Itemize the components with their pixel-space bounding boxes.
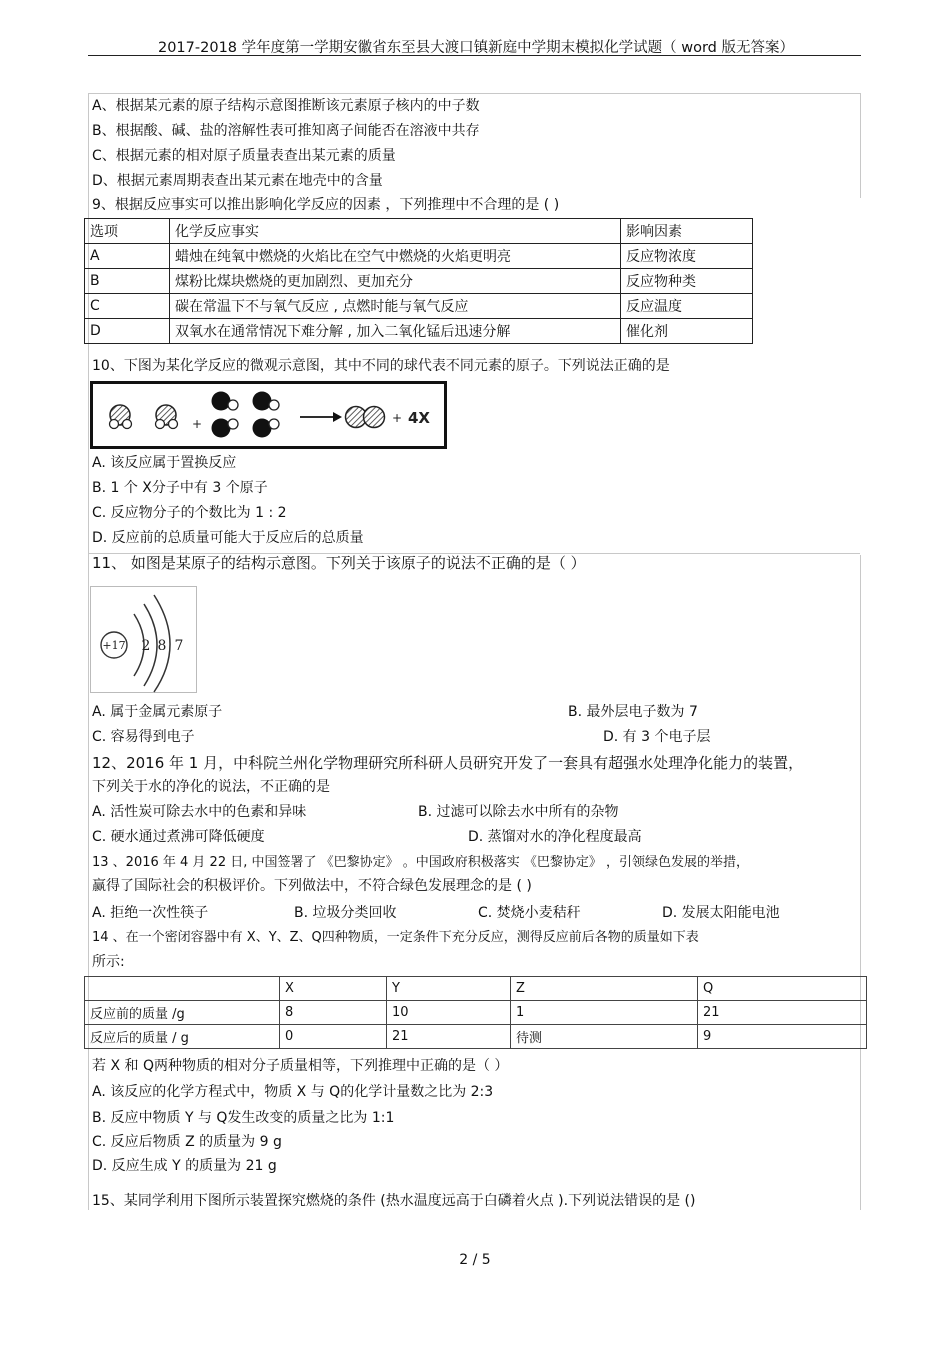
table-header-cell: 选项 [85, 219, 170, 244]
q12-option-d: D. 蒸馏对水的净化程度最高 [468, 829, 642, 845]
q11-stem: 11、 如图是某原子的结构示意图。下列关于该原子的说法不正确的是（ ） [92, 554, 586, 572]
scan-border-right-top [860, 93, 861, 198]
reactant-molecule-1 [110, 405, 132, 429]
q11-option-a: A. 属于金属元素原子 [92, 704, 223, 720]
table-cell: 反应物浓度 [621, 244, 753, 269]
nucleus-charge: +17 [102, 639, 126, 652]
q14-table [84, 976, 867, 1049]
q13-option-c: C. 焚烧小麦秸秆 [478, 905, 581, 921]
plus-sign-2: + [392, 411, 403, 425]
table-cell: 10 [387, 1001, 511, 1025]
table-cell: 煤粉比煤块燃烧的更加剧烈、更加充分 [170, 269, 621, 294]
q11-option-b: B. 最外层电子数为 7 [568, 704, 698, 720]
table-cell: 催化剂 [621, 319, 753, 344]
table-cell: 反应前的质量 /g [85, 1001, 280, 1025]
table-header-cell: Q [698, 977, 867, 1001]
scan-border-top [88, 93, 860, 94]
q10-option-d: D. 反应前的总质量可能大于反应后的总质量 [92, 530, 364, 546]
table-cell: 8 [280, 1001, 387, 1025]
table-cell: 反应温度 [621, 294, 753, 319]
table-row [85, 319, 753, 344]
table-cell: C [85, 294, 170, 319]
table-header-row [85, 219, 753, 244]
table-row [85, 1001, 867, 1025]
q11-option-d: D. 有 3 个电子层 [603, 729, 711, 745]
table-cell: 0 [280, 1025, 387, 1049]
reaction-diagram [90, 381, 447, 449]
header-rule [88, 55, 861, 56]
q12-stem-line1: 12、2016 年 1 月，中科院兰州化学物理研究所科研人员研究开发了一套具有超强水处理净化能力的装置， [92, 754, 804, 772]
q9-table [84, 218, 753, 344]
q13-option-b: B. 垃圾分类回收 [294, 905, 397, 921]
q15-stem: 15、某同学利用下图所示装置探究燃烧的条件 (热水温度远高于白磷着火点 ).下列说法错误的是 () [92, 1193, 696, 1209]
table-cell: 双氧水在通常情况下难分解 , 加入二氧化锰后迅速分解 [170, 319, 621, 344]
scan-border-right-bottom [860, 555, 861, 1210]
product-label: 4X [408, 409, 431, 427]
table-cell: D [85, 319, 170, 344]
table-cell: 1 [511, 1001, 698, 1025]
table-header-cell: X [280, 977, 387, 1001]
q8-option-b: B、根据酸、碱、盐的溶解性表可推知离子间能否在溶液中共存 [92, 123, 480, 139]
q14-stem-line2: 所示: [92, 954, 125, 970]
table-cell: 9 [698, 1025, 867, 1049]
table-cell: 蜡烛在纯氧中燃烧的火焰比在空气中燃烧的火焰更明亮 [170, 244, 621, 269]
table-cell: B [85, 269, 170, 294]
q14-option-a: A. 该反应的化学方程式中，物质 X 与 Q的化学计量数之比为 2:3 [92, 1084, 494, 1100]
table-cell: 反应物种类 [621, 269, 753, 294]
q14-option-c: C. 反应后物质 Z 的质量为 9 g [92, 1134, 282, 1150]
q13-stem-line2: 赢得了国际社会的积极评价。下列做法中，不符合绿色发展理念的是 ( ) [92, 878, 532, 894]
q10-option-a: A. 该反应属于置换反应 [92, 455, 237, 471]
table-cell: 待测 [511, 1025, 698, 1049]
table-row [85, 244, 753, 269]
shell-electrons-1: 2 [141, 638, 151, 654]
reactant-molecule-2 [156, 405, 178, 429]
q10-stem: 10、下图为某化学反应的微观示意图，其中不同的球代表不同元素的原子。下列说法正确的是 [92, 358, 670, 374]
table-header-cell: Z [511, 977, 698, 1001]
q13-option-d: D. 发展太阳能电池 [662, 905, 780, 921]
shell-electrons-2: 8 [157, 638, 167, 654]
table-cell: A [85, 244, 170, 269]
page-header: 2017-2018 学年度第一学期安徽省东至县大渡口镇新庭中学期末模拟化学试题（ word 版无答案） [157, 40, 794, 56]
table-header-cell: 化学反应事实 [170, 219, 621, 244]
table-cell: 21 [698, 1001, 867, 1025]
table-header-cell: 影响因素 [621, 219, 753, 244]
plus-sign: + [192, 417, 203, 431]
table-header-row [85, 977, 867, 1001]
q13-option-a: A. 拒绝一次性筷子 [92, 905, 209, 921]
q8-option-a: A、根据某元素的原子结构示意图推断该元素原子核内的中子数 [92, 98, 480, 114]
table-header-cell: Y [387, 977, 511, 1001]
q10-option-b: B. 1 个 X分子中有 3 个原子 [92, 480, 268, 496]
q14-option-b: B. 反应中物质 Y 与 Q发生改变的质量之比为 1:1 [92, 1110, 395, 1126]
q14-stem-line1: 14 、在一个密闭容器中有 X、Y、Z、Q四种物质，一定条件下充分反应，测得反应前后各物的质量如下表 [92, 930, 699, 945]
page-number: 2 / 5 [459, 1252, 491, 1268]
q12-option-b: B. 过滤可以除去水中所有的杂物 [418, 804, 619, 820]
table-header-cell [85, 977, 280, 1001]
q10-option-c: C. 反应物分子的个数比为 1 : 2 [92, 505, 287, 521]
q9-stem: 9、根据反应事实可以推出影响化学反应的因素 ，下列推理中不合理的是 ( ) [92, 197, 560, 213]
q12-stem-line2: 下列关于水的净化的说法，不正确的是 [92, 779, 330, 795]
q14-condition: 若 X 和 Q两种物质的相对分子质量相等，下列推理中正确的是（ ） [92, 1058, 509, 1074]
table-cell: 碳在常温下不与氧气反应 , 点燃时能与氧气反应 [170, 294, 621, 319]
table-row [85, 294, 753, 319]
q12-option-a: A. 活性炭可除去水中的色素和异味 [92, 804, 307, 820]
q8-option-d: D、根据元素周期表查出某元素在地壳中的含量 [92, 173, 383, 189]
q11-option-c: C. 容易得到电子 [92, 729, 195, 745]
table-row [85, 269, 753, 294]
q12-option-c: C. 硬水通过煮沸可降低硬度 [92, 829, 265, 845]
q14-option-d: D. 反应生成 Y 的质量为 21 g [92, 1158, 277, 1174]
table-cell: 反应后的质量 / g [85, 1025, 280, 1049]
atom-structure-diagram [90, 586, 197, 693]
q8-option-c: C、根据元素的相对原子质量表查出某元素的质量 [92, 148, 396, 164]
shell-electrons-3: 7 [174, 638, 184, 654]
table-row [85, 1025, 867, 1049]
q13-stem-line1: 13 、2016 年 4 月 22 日, 中国签署了 《巴黎协定》 。中国政府积极落实 《巴黎协定》 ，引领绿色发展的举措， [92, 855, 750, 870]
table-cell: 21 [387, 1025, 511, 1049]
